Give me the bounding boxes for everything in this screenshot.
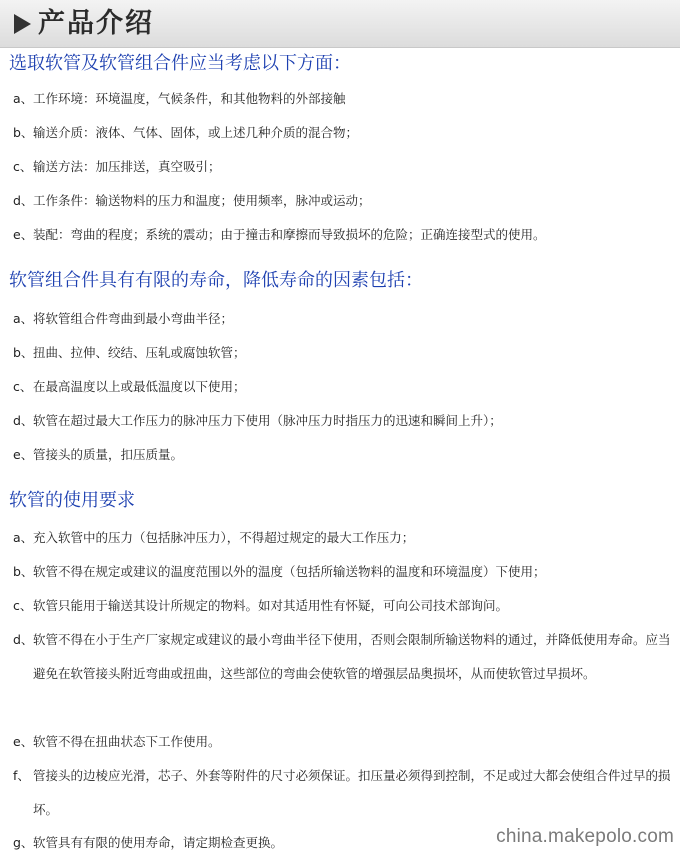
item-marker: d、 (13, 193, 34, 208)
item-marker: c、 (13, 159, 33, 174)
list-item (13, 116, 675, 150)
item-marker: f、 (13, 768, 30, 783)
item-marker: a、 (13, 530, 34, 545)
list-item (13, 404, 675, 438)
item-marker: b、 (13, 345, 34, 360)
item-text: 装配：弯曲的程度；系统的震动；由于撞击和摩擦而导致损坏的危险；正确连接型式的使用。 (33, 227, 546, 242)
item-text: 工作环境：环境温度，气候条件，和其他物料的外部接触 (33, 91, 346, 106)
list-item (13, 302, 675, 336)
item-marker: c、 (13, 598, 33, 613)
item-marker: b、 (13, 564, 34, 579)
header-bar (0, 0, 680, 48)
page-title: 产品介绍 (38, 8, 154, 39)
item-text: 软管只能用于输送其设计所规定的物料。如对其适用性有怀疑，可向公司技术部询问。 (33, 598, 509, 613)
item-marker: a、 (13, 311, 34, 326)
item-marker: a、 (13, 91, 34, 106)
section-heading-lifespan: 软管组合件具有有限的寿命，降低寿命的因素包括： (9, 270, 423, 291)
item-text: 将软管组合件弯曲到最小弯曲半径； (33, 311, 234, 326)
item-marker: e、 (13, 227, 34, 242)
list-item (13, 150, 675, 184)
item-marker: b、 (13, 125, 34, 140)
item-text: 管接头的质量，扣压质量。 (33, 447, 184, 462)
section-heading-selection: 选取软管及软管组合件应当考虑以下方面： (9, 53, 351, 74)
item-text: 软管不得在小于生产厂家规定或建议的最小弯曲半径下使用，否则会限制所输送物料的通过，并降低使用寿命。应当避免在软管接头附近弯曲或扭曲，这些部位的弯曲会使软管的增强层品奥损坏，从而使软管过早损坏。 (33, 632, 671, 681)
list-item (13, 336, 675, 370)
list-item (13, 218, 675, 252)
item-marker: e、 (13, 734, 34, 749)
list-item (13, 759, 675, 827)
section-heading-usage: 软管的使用要求 (9, 490, 135, 511)
item-text: 软管在超过最大工作压力的脉冲压力下使用（脉冲压力时指压力的迅速和瞬间上升）； (33, 413, 502, 428)
item-marker: d、 (13, 413, 34, 428)
item-text: 软管不得在规定或建议的温度范围以外的温度（包括所输送物料的温度和环境温度）下使用； (33, 564, 546, 579)
item-marker: g、 (13, 835, 34, 850)
list-item (13, 82, 675, 116)
item-text: 管接头的边棱应光滑，芯子、外套等附件的尺寸必须保证。扣压量必须得到控制，不足或过大都会使组合件过早的损坏。 (33, 768, 671, 817)
item-marker: e、 (13, 447, 34, 462)
list-item (13, 438, 675, 472)
item-text: 充入软管中的压力（包括脉冲压力），不得超过规定的最大工作压力； (33, 530, 415, 545)
list-item (13, 555, 675, 589)
item-text: 扭曲、拉伸、绞结、压轧或腐蚀软管； (33, 345, 246, 360)
item-text: 软管不得在扭曲状态下工作使用。 (33, 734, 221, 749)
list-item (13, 589, 675, 623)
list-item (13, 725, 675, 759)
item-text: 工作条件：输送物料的压力和温度；使用频率，脉冲或运动； (33, 193, 371, 208)
item-marker: d、 (13, 632, 34, 647)
item-text: 输送介质：液体、气体、固体，或上述几种介质的混合物； (33, 125, 359, 140)
play-arrow-icon (14, 14, 31, 34)
list-item (13, 623, 675, 691)
item-marker: c、 (13, 379, 33, 394)
list-item (13, 370, 675, 404)
item-text: 软管具有有限的使用寿命，请定期检查更换。 (33, 835, 284, 850)
list-item (13, 184, 675, 218)
list-item (13, 521, 675, 555)
item-text: 输送方法：加压排送，真空吸引； (33, 159, 221, 174)
item-text: 在最高温度以上或最低温度以下使用； (33, 379, 246, 394)
watermark: china.makepolo.com (496, 826, 674, 847)
